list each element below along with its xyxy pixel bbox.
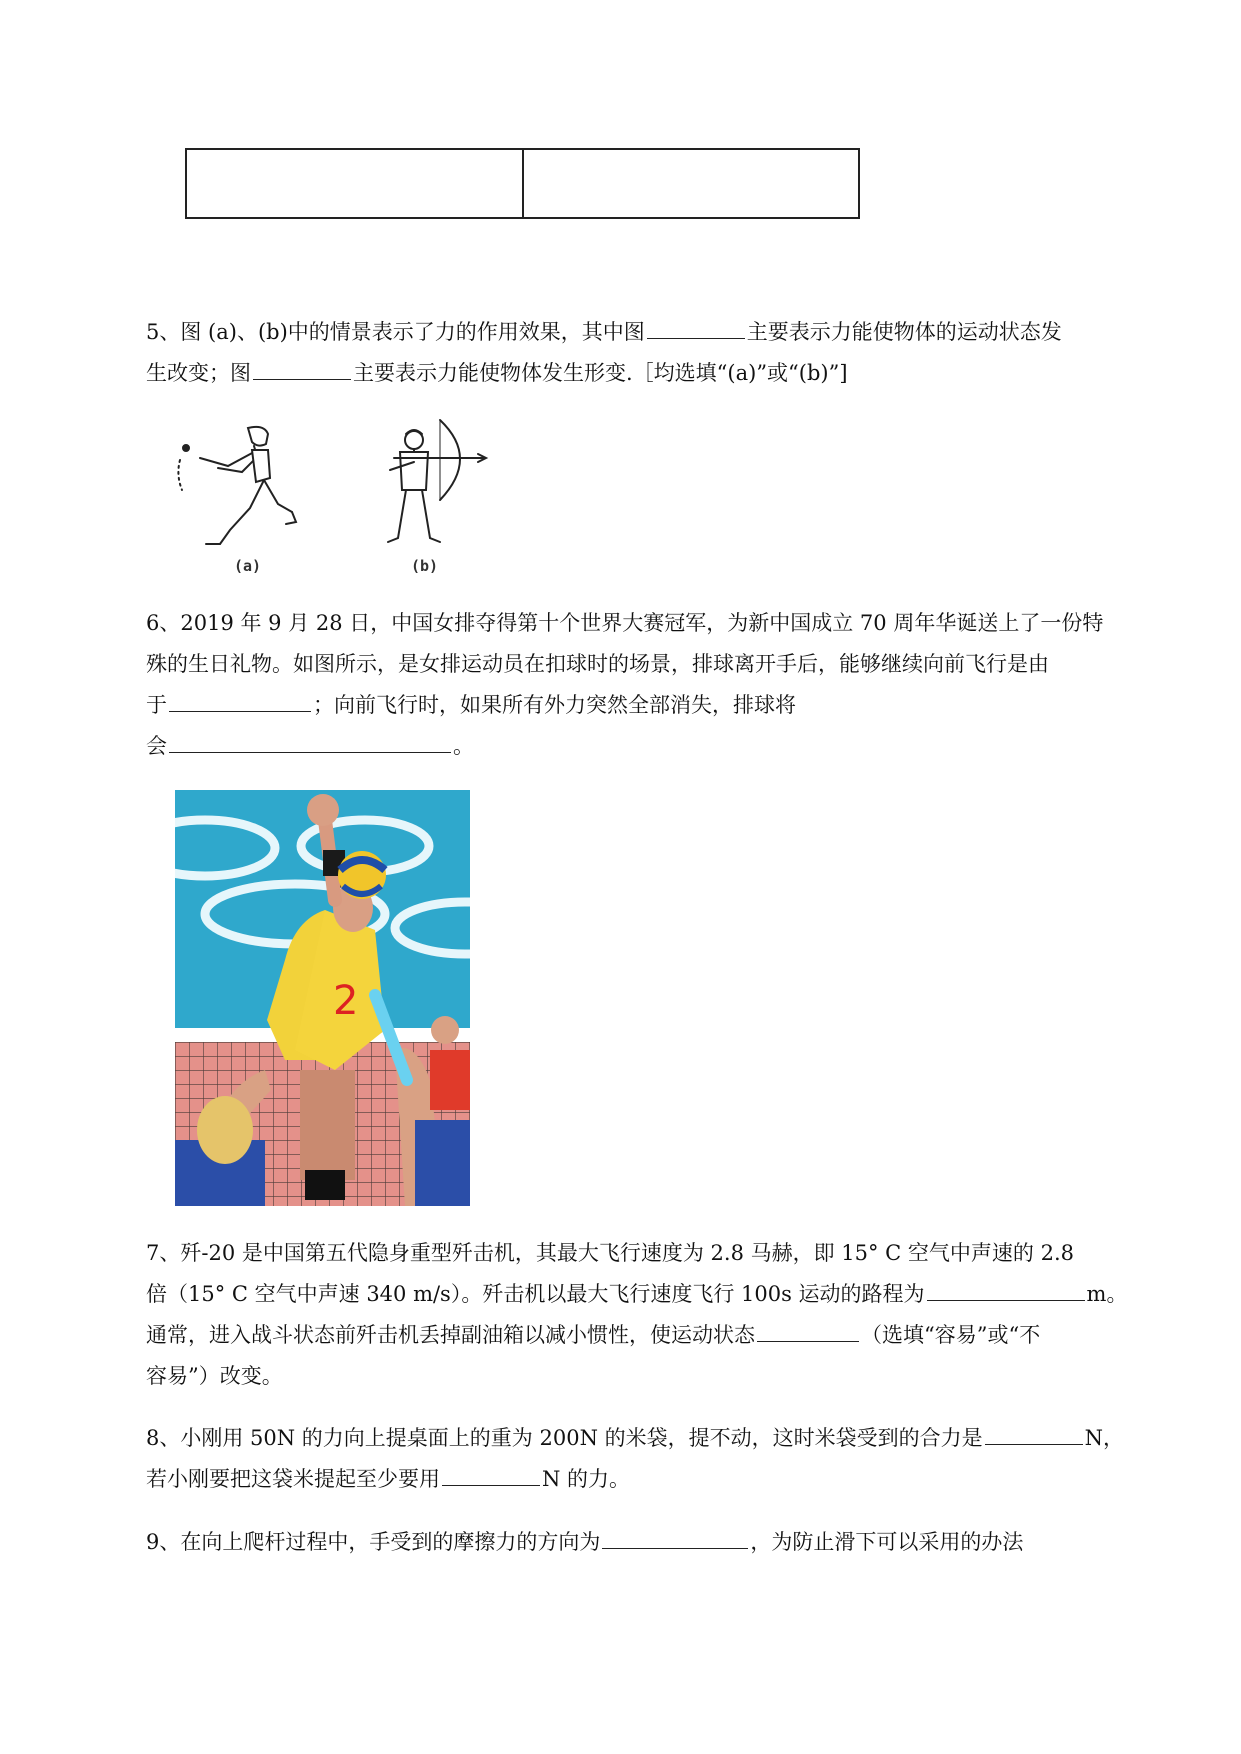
q8-text: 8、小刚用 50N 的力向上提桌面上的重为 200N 的米袋，提不动，这时米袋受到的合力是	[146, 1426, 983, 1450]
answer-table	[185, 148, 860, 219]
q8-blank-1[interactable]	[985, 1420, 1083, 1445]
q8-text: N 的力。	[542, 1467, 631, 1491]
q5-text: 生改变；图	[146, 361, 251, 385]
archer-figure	[380, 418, 500, 553]
q7-blank-2[interactable]	[757, 1317, 859, 1342]
q7-text: 容易”）改变。	[146, 1364, 283, 1388]
q5-text: 主要表示力能使物体的运动状态发	[746, 320, 1062, 344]
jersey-number: 2	[333, 978, 359, 1024]
figure-label-b: (b)	[411, 557, 439, 575]
q6-text: 6、2019 年 9 月 28 日，中国女排夺得第十个世界大赛冠军，为新中国成立 70 周年华诞送上了一份特	[146, 611, 1104, 635]
volleyball-photo	[175, 790, 470, 1206]
q6-blank-2[interactable]	[169, 728, 451, 753]
q7-text: m。	[1086, 1282, 1128, 1306]
q6-text: 于	[146, 693, 167, 717]
q5-text: 主要表示力能使物体发生形变.［均选填“(a)”或“(b)”]	[353, 361, 848, 385]
question-7	[146, 1233, 1141, 1397]
q7-text: 7、歼-20 是中国第五代隐身重型歼击机，其最大飞行速度为 2.8 马赫，即 15° C 空气中声速的 2.8	[146, 1241, 1074, 1265]
question-5	[146, 312, 1141, 394]
q6-text: 。	[453, 734, 474, 758]
q9-blank-1[interactable]	[602, 1524, 748, 1549]
q8-text: N，	[1084, 1426, 1124, 1450]
q6-blank-1[interactable]	[169, 687, 311, 712]
q9-text: ，为防止滑下可以采用的办法	[750, 1530, 1024, 1554]
table-cell-left	[187, 150, 522, 217]
q7-text: 通常，进入战斗状态前歼击机丢掉副油箱以减小惯性，使运动状态	[146, 1323, 755, 1347]
q7-blank-1[interactable]	[927, 1276, 1085, 1301]
q6-text: ；向前飞行时，如果所有外力突然全部消失，排球将	[313, 693, 796, 717]
q7-text: 倍（15° C 空气中声速 340 m/s）。歼击机以最大飞行速度飞行 100s 运动的路程为	[146, 1282, 925, 1306]
q5-blank-1[interactable]	[647, 314, 745, 339]
q5-blank-2[interactable]	[253, 355, 351, 380]
question-6	[146, 603, 1141, 767]
question-9	[146, 1522, 1141, 1563]
figure-label-a: (a)	[234, 557, 262, 575]
q7-text: （选填“容易”或“不	[861, 1323, 1041, 1347]
q6-text: 殊的生日礼物。如图所示，是女排运动员在扣球时的场景，排球离开手后，能够继续向前飞行是由	[146, 652, 1049, 676]
question-8	[146, 1418, 1141, 1500]
table-cell-right	[522, 150, 859, 217]
q9-text: 9、在向上爬杆过程中，手受到的摩擦力的方向为	[146, 1530, 601, 1554]
q5-text: 5、图 (a)、(b)中的情景表示了力的作用效果，其中图	[146, 320, 645, 344]
batter-figure	[168, 420, 308, 555]
q8-blank-2[interactable]	[442, 1461, 540, 1486]
q8-text: 若小刚要把这袋米提起至少要用	[146, 1467, 440, 1491]
q6-text: 会	[146, 734, 167, 758]
